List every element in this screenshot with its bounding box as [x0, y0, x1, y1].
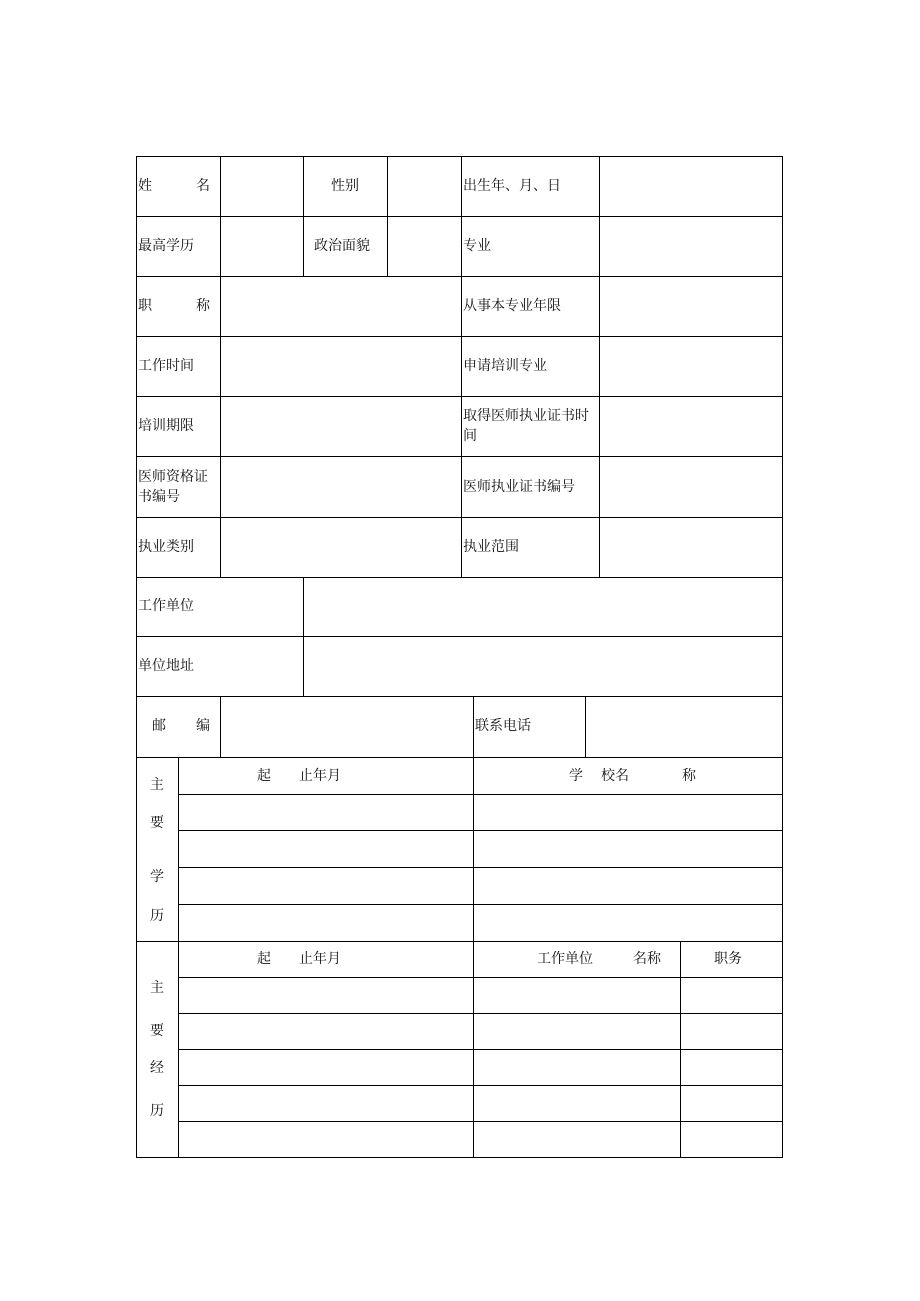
- row-divider: [136, 456, 783, 457]
- border-left: [136, 156, 137, 1158]
- label-name: 名: [196, 178, 210, 194]
- row-divider: [178, 1085, 783, 1086]
- label-practice-scope: 执业范围: [463, 539, 519, 555]
- row-divider: [136, 396, 783, 397]
- education-side-label: 历: [150, 908, 164, 924]
- experience-side-label: 要: [150, 1023, 164, 1039]
- experience-side-label: 经: [150, 1060, 164, 1076]
- label-postcode: 邮: [152, 718, 166, 734]
- label-work-unit: 工作单位: [138, 598, 194, 614]
- col-divider: [303, 156, 304, 276]
- row-divider: [178, 904, 783, 905]
- row-divider: [178, 830, 783, 831]
- label-practice-type: 执业类别: [138, 539, 194, 555]
- col-divider: [585, 696, 586, 757]
- label-title: 称: [196, 298, 210, 314]
- education-side-label: 要: [150, 815, 164, 831]
- col-divider: [220, 156, 221, 577]
- border-top: [136, 156, 783, 157]
- experience-side-label: 历: [150, 1103, 164, 1119]
- col-divider: [461, 156, 462, 577]
- col-divider: [473, 696, 474, 757]
- row-divider: [178, 1013, 783, 1014]
- row-divider: [136, 276, 783, 277]
- label-years: 从事本专业年限: [463, 298, 561, 314]
- row-divider: [136, 636, 783, 637]
- label-work-time: 工作时间: [138, 358, 194, 374]
- label-birth: 出生年、月、日: [463, 178, 561, 194]
- label-license-no: 医师执业证书编号: [463, 479, 575, 495]
- label-major: 专业: [463, 238, 491, 254]
- col-divider: [473, 757, 474, 941]
- label-apply-major: 申请培训专业: [463, 358, 547, 374]
- col-divider: [220, 696, 221, 757]
- col-divider: [599, 156, 600, 577]
- application-form: [136, 156, 783, 1158]
- experience-col-period: 止年月: [299, 951, 341, 967]
- border-bottom: [136, 1157, 783, 1158]
- label-period: 培训期限: [138, 418, 194, 434]
- label-name: 姓: [138, 178, 152, 194]
- label-phone: 联系电话: [475, 718, 531, 734]
- row-divider: [178, 1049, 783, 1050]
- education-col-school: 校名: [601, 768, 629, 784]
- label-qual-cert-no: 医师资格证书编号: [138, 469, 208, 505]
- col-divider: [178, 757, 179, 1158]
- row-divider: [136, 216, 783, 217]
- row-divider: [136, 696, 783, 697]
- experience-col-unit: 名称: [633, 951, 661, 967]
- experience-col-period: 起: [257, 951, 271, 967]
- label-title: 职: [138, 298, 152, 314]
- experience-side-label: 主: [150, 980, 164, 996]
- col-divider: [387, 156, 388, 276]
- label-gender: 性别: [331, 178, 359, 194]
- education-col-school: 学: [569, 768, 583, 784]
- education-side-label: 主: [150, 777, 164, 793]
- row-divider: [178, 977, 783, 978]
- education-col-school: 称: [682, 768, 696, 784]
- label-education: 最高学历: [138, 238, 194, 254]
- education-side-label: 学: [150, 869, 164, 885]
- education-col-period: 起: [257, 768, 271, 784]
- row-divider: [136, 336, 783, 337]
- row-divider: [136, 517, 783, 518]
- row-divider: [178, 794, 783, 795]
- row-divider: [136, 577, 783, 578]
- experience-col-unit: 工作单位: [537, 951, 593, 967]
- experience-col-position: 职务: [714, 951, 742, 967]
- section-divider: [136, 941, 783, 942]
- col-divider: [303, 577, 304, 697]
- row-divider: [178, 1121, 783, 1122]
- row-divider: [136, 757, 783, 758]
- border-right: [782, 156, 783, 1158]
- label-unit-address: 单位地址: [138, 658, 194, 674]
- row-divider: [178, 867, 783, 868]
- education-col-period: 止年月: [299, 768, 341, 784]
- label-postcode: 编: [196, 718, 210, 734]
- label-license-time: 取得医师执业证书时间: [463, 408, 589, 444]
- label-political: 政治面貌: [314, 238, 370, 254]
